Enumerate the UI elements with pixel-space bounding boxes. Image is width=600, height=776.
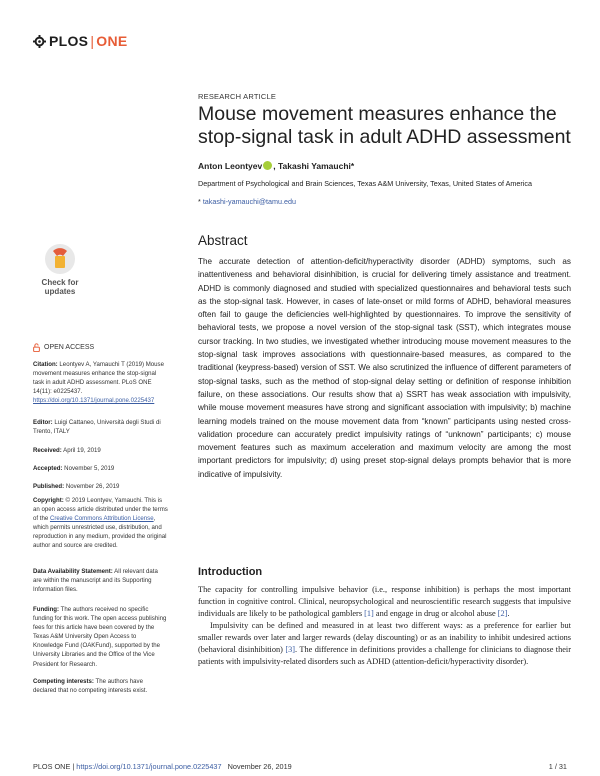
received-date: Received: April 19, 2019 <box>33 447 101 454</box>
editor-block: Editor: Luigi Cattaneo, Università degli Studi di Trento, ITALY <box>33 419 161 436</box>
orcid-icon[interactable] <box>263 161 272 170</box>
copyright-block: Copyright: © 2019 Leontyev, Yamauchi. This is an open access article distributed under the terms of the Creative Commons Attribution License, which permits unrestricted use, distribution, and reproduction in any medium, provided the original author and source are credited. <box>33 497 168 550</box>
page-number: 1 / 31 <box>548 762 567 771</box>
competing-interests-block: Competing interests: The authors have declared that no competing interests exist. <box>33 678 148 695</box>
abstract-text: The accurate detection of attention-deficit/hyperactivity disorder (ADHD) symptoms, such as inattentiveness and behavioral disinhibition, is crucial for delivering timely assistance and treatment. ADHD is commonly diagnosed and studied with specialized questionnaires and behavioral tests such as the stop-signal task. However, in cases of late-onset or mild forms of ADHD, behavioral measures often fail to gauge the deficiencies well-highlighted by questionnaires. To improve the sensitivity of behavioral tests, we propose a novel version of the stop-signal task (SST), which integrates mouse cursor tracking. In two studies, we investigated whether introducing mouse movement measures to the stop-signal task improves associations with questionnaire-based measures, as compared to the traditional (keypress-based) version of SST. We also scrutinized the influence of different parameters of stop-signal tasks, such as the method of stop-signal delay setting or definition of response inhibition failure, on these associations. Our results show that a) SSRT has weak association with impulsivity, while mouse movement measures have strong and significant association with impulsivity; b) machine learning models trained on the mouse movement data from “known” participants using nested cross-validation procedure can accurately predict impulsivity ratings of “unknown” participants; c) mouse movement features such as maximum acceleration and maximum velocity are among the most important predictors for impulsivity; d) using preset stop-signal delays prompts behavior that is more indicative of impulsivity. <box>198 257 571 479</box>
corresponding-email <box>198 197 296 206</box>
logo-one: ONE <box>96 33 128 49</box>
license-link[interactable]: Creative Commons Attribution License <box>49 515 154 523</box>
reference-link[interactable]: [1] <box>364 609 374 618</box>
reference-link[interactable]: [3] <box>285 645 296 654</box>
author-list: Anton Leontyev , Takashi Yamauchi* <box>198 161 355 171</box>
footer-citation: PLOS ONE | https://doi.org/10.1371/journal.pone.0225437 November 26, 2019 <box>33 762 292 771</box>
introduction-text <box>198 584 571 668</box>
corresponding-mark: * <box>350 161 355 171</box>
accepted-date: Accepted: November 5, 2019 <box>33 465 115 472</box>
funding-block: Funding: The authors received no specific funding for this work. The open access publishing fees for this article have been covered by the Texas A&M University Open Access to Knowledge Fund (OAKFund), supported by the University Libraries and the Office of the Vice President for Research. <box>33 606 167 668</box>
intro-paragraph-1: The capacity for controlling impulsive behavior (i.e., response inhibition) is perhaps the most important function in cognitive control. Clinical, neuropsychological and neuroscientific research suggests that impulsive individuals are likely to be pathological gamblers [1] and engage in drug or alcohol abuse [2]. <box>198 585 571 618</box>
citation-doi-link[interactable]: https://doi.org/10.1371/journal.pone.0225437 <box>33 397 155 405</box>
email-mark: * <box>198 197 201 206</box>
badge-line-2: updates <box>44 287 76 296</box>
plos-gear-icon <box>33 35 46 48</box>
article-type: RESEARCH ARTICLE <box>198 92 277 101</box>
journal-logo[interactable] <box>33 33 128 49</box>
reference-link[interactable]: [2] <box>497 609 508 618</box>
author-1[interactable]: Anton Leontyev <box>198 161 263 171</box>
introduction-heading: Introduction <box>198 566 263 578</box>
footer-date: November 26, 2019 <box>227 762 292 771</box>
intro-paragraph-2: Impulsivity can be defined and measured in at least two different ways: as a preference for earlier but smaller rewards over later and larger rewards (delay discounting) or as an inability to inhibit undesired actions (behavioral disinhibition) [3]. The difference in definitions provides a challenge for clinicians to diagnose their patients with impulsivity-related disorders such as ADHD (attention-deficit/hyperactivity disorder). <box>198 621 571 666</box>
logo-separator: | <box>90 33 95 49</box>
badge-line-1: Check for <box>41 278 79 287</box>
citation-block: Citation: Leontyev A, Yamauchi T (2019) Mouse movement measures enhance the stop-signal task in adult ADHD assessment. PLoS ONE 14(11): e0225437. https://doi.org/10.1371/journal.pone.0225437 <box>33 361 164 405</box>
footer-doi-link[interactable]: https://doi.org/10.1371/journal.pone.0225437 <box>76 762 222 771</box>
author-2[interactable]: Takashi Yamauchi <box>277 161 351 171</box>
email-link[interactable]: takashi-yamauchi@tamu.edu <box>202 197 297 206</box>
published-date: Published: November 26, 2019 <box>33 483 120 490</box>
open-lock-icon <box>33 343 40 352</box>
article-title: Mouse movement measures enhance the stop-signal task in adult ADHD assessment <box>198 103 571 148</box>
abstract-heading: Abstract <box>198 233 248 248</box>
check-for-updates-badge[interactable] <box>33 240 87 300</box>
open-access-label: OPEN ACCESS <box>33 343 94 352</box>
page-footer <box>33 762 567 771</box>
data-availability-block: Data Availability Statement: All relevant data are within the manuscript and its Supporting Information files. <box>33 568 158 594</box>
logo-plos: PLOS <box>49 33 89 49</box>
affiliation: Department of Psychological and Brain Sciences, Texas A&M University, Texas, United States of America <box>198 179 532 188</box>
